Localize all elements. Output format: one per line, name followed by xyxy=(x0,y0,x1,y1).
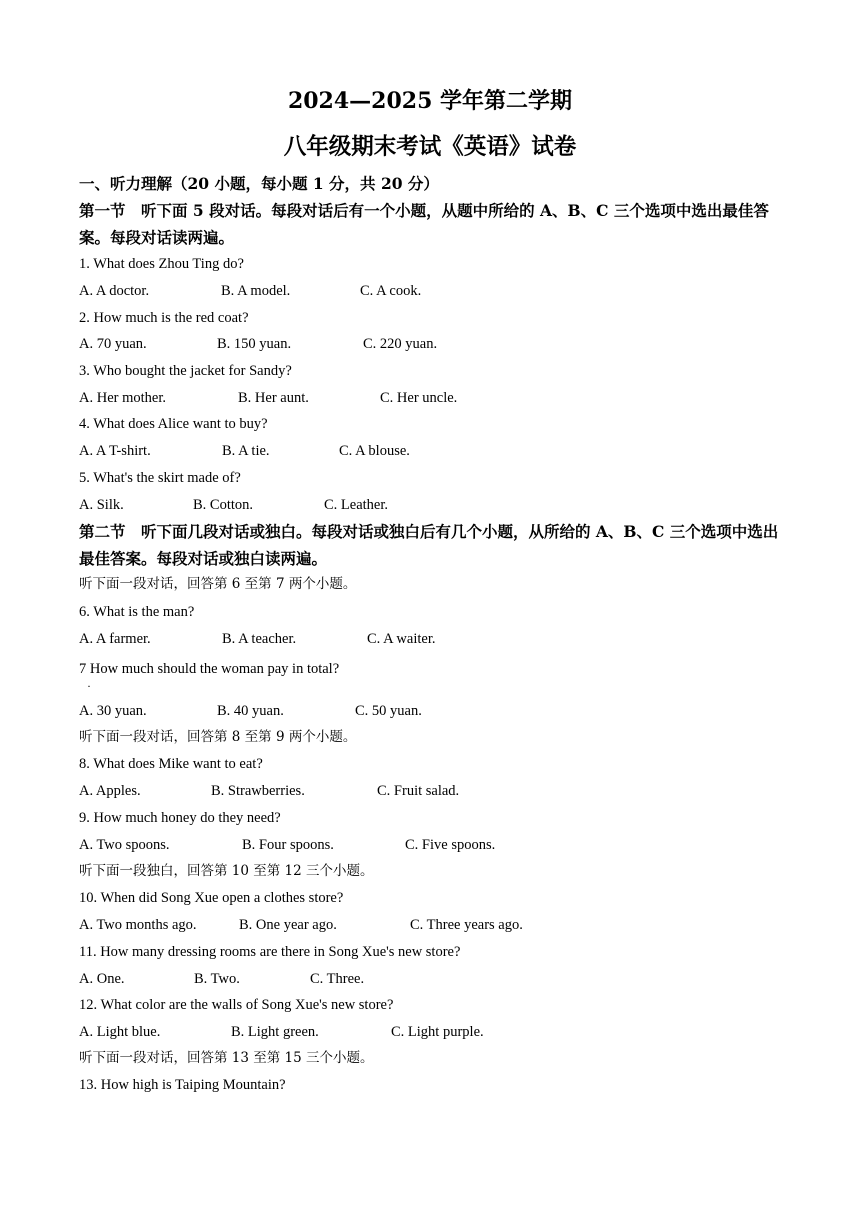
q4-option-b: B. A tie. xyxy=(222,443,270,459)
q7-dot-mark: · xyxy=(87,679,91,693)
q7-option-a: A. 30 yuan. xyxy=(79,703,147,719)
question-13: 13. How high is Taiping Mountain? xyxy=(79,1077,286,1093)
q5-option-b: B. Cotton. xyxy=(193,497,254,513)
q6-option-c: C. A waiter. xyxy=(367,631,436,647)
section2-heading: 第二节 听下面几段对话或独白。每段对话或独白后有几个小题，从所给的 A、B、C 三个选项中选出最佳答案。每段对话或独白读两遍。 xyxy=(79,522,779,568)
q9-option-b: B. Four spoons. xyxy=(242,837,334,853)
q4-option-a: A. A T-shirt. xyxy=(79,443,151,459)
q2-option-a: A. 70 yuan. xyxy=(79,336,147,352)
exam-title-line1: 2024—2025 学年第二学期 xyxy=(287,88,573,114)
q9-option-c: C. Five spoons. xyxy=(405,837,496,853)
instruction-q6-7: 听下面一段对话，回答第 6 至第 7 两个小题。 xyxy=(79,576,357,592)
question-2: 2. How much is the red coat? xyxy=(79,310,249,326)
q10-option-a: A. Two months ago. xyxy=(79,917,197,933)
q5-option-c: C. Leather. xyxy=(324,497,389,513)
q1-option-c: C. A cook. xyxy=(360,283,422,299)
q3-option-b: B. Her aunt. xyxy=(238,390,309,406)
q4-option-c: C. A blouse. xyxy=(339,443,410,459)
q8-option-c: C. Fruit salad. xyxy=(377,783,460,799)
q9-option-a: A. Two spoons. xyxy=(79,837,170,853)
question-11: 11. How many dressing rooms are there in Song Xue's new store? xyxy=(79,944,461,960)
part1-heading: 一、听力理解（20 小题，每小题 1 分，共 20 分） xyxy=(79,174,439,193)
q6-option-b: B. A teacher. xyxy=(222,631,297,647)
exam-title-line2: 八年级期末考试《英语》试卷 xyxy=(283,134,577,160)
question-7: 7 How much should the woman pay in total? xyxy=(79,661,340,677)
question-1: 1. What does Zhou Ting do? xyxy=(79,256,244,272)
instruction-q8-9: 听下面一段对话，回答第 8 至第 9 两个小题。 xyxy=(79,729,357,745)
q12-option-a: A. Light blue. xyxy=(79,1024,161,1040)
q2-option-b: B. 150 yuan. xyxy=(217,336,292,352)
q5-option-a: A. Silk. xyxy=(79,497,124,513)
question-9: 9. How much honey do they need? xyxy=(79,810,281,826)
instruction-q10-12: 听下面一段独白，回答第 10 至第 12 三个小题。 xyxy=(79,863,374,879)
q10-option-c: C. Three years ago. xyxy=(410,917,523,933)
q3-option-a: A. Her mother. xyxy=(79,390,166,406)
q11-option-c: C. Three. xyxy=(310,971,365,987)
question-5: 5. What's the skirt made of? xyxy=(79,470,241,486)
q6-option-a: A. A farmer. xyxy=(79,631,151,647)
question-10: 10. When did Song Xue open a clothes store? xyxy=(79,890,344,906)
q7-option-c: C. 50 yuan. xyxy=(355,703,422,719)
q12-option-c: C. Light purple. xyxy=(391,1024,484,1040)
q11-option-a: A. One. xyxy=(79,971,125,987)
question-4: 4. What does Alice want to buy? xyxy=(79,416,268,432)
q8-option-a: A. Apples. xyxy=(79,783,141,799)
q1-option-a: A. A doctor. xyxy=(79,283,150,299)
question-6: 6. What is the man? xyxy=(79,604,195,620)
q11-option-b: B. Two. xyxy=(194,971,240,987)
q3-option-c: C. Her uncle. xyxy=(380,390,458,406)
question-12: 12. What color are the walls of Song Xue's new store? xyxy=(79,997,394,1013)
q8-option-b: B. Strawberries. xyxy=(211,783,305,799)
q7-option-b: B. 40 yuan. xyxy=(217,703,284,719)
q12-option-b: B. Light green. xyxy=(231,1024,319,1040)
instruction-q13-15: 听下面一段对话，回答第 13 至第 15 三个小题。 xyxy=(79,1050,374,1066)
q1-option-b: B. A model. xyxy=(221,283,291,299)
question-3: 3. Who bought the jacket for Sandy? xyxy=(79,363,292,379)
section1-heading: 第一节 听下面 5 段对话。每段对话后有一个小题，从题中所给的 A、B、C 三个选项中选出最佳答案。每段对话读两遍。 xyxy=(79,201,769,247)
q10-option-b: B. One year ago. xyxy=(239,917,337,933)
q2-option-c: C. 220 yuan. xyxy=(363,336,438,352)
question-8: 8. What does Mike want to eat? xyxy=(79,756,263,772)
